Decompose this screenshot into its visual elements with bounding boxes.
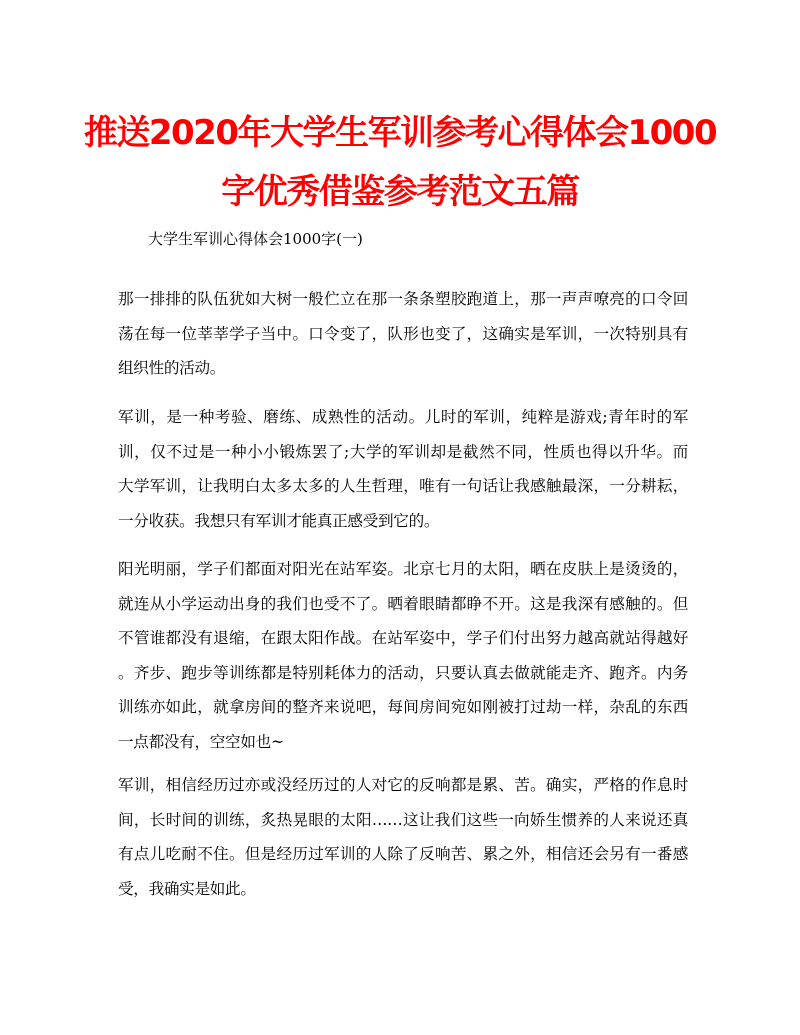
paragraph-line: 训练亦如此，就拿房间的整齐来说吧，每间房间宛如刚被打过劫一样，杂乱的东西: [118, 698, 688, 716]
paragraph-line: 阳光明丽，学子们都面对阳光在站军姿。北京七月的太阳，晒在皮肤上是烫烫的，: [118, 560, 688, 578]
document-title-line-2: 字优秀借鉴参考范文五篇: [221, 172, 579, 212]
paragraph-line: 不管谁都没有退缩，在跟太阳作战。在站军姿中，学子们付出努力越高就站得越好: [118, 629, 688, 647]
paragraph-4: [118, 768, 688, 906]
paragraph-line: 荡在每一位莘莘学子当中。口令变了，队形也变了，这确实是军训，一次特别具有: [118, 324, 688, 343]
paragraph-line: 间，长时间的训练，炙热晃眼的太阳……这让我们这些一向娇生惯养的人来说还真: [118, 810, 688, 829]
paragraph-3: [118, 552, 688, 759]
document-title-line-1: 推送2020年大学生军训参考心得体会1000: [83, 113, 717, 153]
paragraph-line: 组织性的活动。: [118, 359, 226, 377]
paragraph-1: [118, 282, 688, 386]
paragraph-line: 一点都没有，空空如也~: [118, 732, 284, 751]
paragraph-line: 一分收获。我想只有军训才能真正感受到它的。: [118, 511, 440, 530]
paragraph-line: 那一排排的队伍犹如大树一般伫立在那一条条塑胶跑道上，那一声声嘹亮的口令回: [118, 290, 688, 308]
paragraph-line: 训，仅不过是一种小小锻炼罢了;大学的军训却是截然不同，性质也得以升华。而: [118, 442, 688, 461]
paragraph-2: [118, 400, 688, 538]
paragraph-line: 受，我确实是如此。: [118, 879, 256, 898]
paragraph-line: 军训，相信经历过亦或没经历过的人对它的反响都是累、苦。确实，严格的作息时: [118, 776, 688, 794]
paragraph-line: 。齐步、跑步等训练都是特别耗体力的活动，只要认真去做就能走齐、跑齐。内务: [118, 663, 688, 682]
section-subtitle: 大学生军训心得体会1000字(一): [148, 230, 363, 248]
paragraph-line: 大学军训，让我明白太多太多的人生哲理，唯有一句话让我感触最深，一分耕耘，: [118, 477, 688, 495]
paragraph-line: 有点儿吃耐不住。但是经历过军训的人除了反响苦、累之外，相信还会另有一番感: [118, 845, 688, 863]
paragraph-line: 军训，是一种考验、磨练、成熟性的活动。儿时的军训，纯粹是游戏;青年时的军: [118, 408, 688, 426]
paragraph-line: 就连从小学运动出身的我们也受不了。晒着眼睛都睁不开。这是我深有感触的。但: [118, 594, 688, 613]
